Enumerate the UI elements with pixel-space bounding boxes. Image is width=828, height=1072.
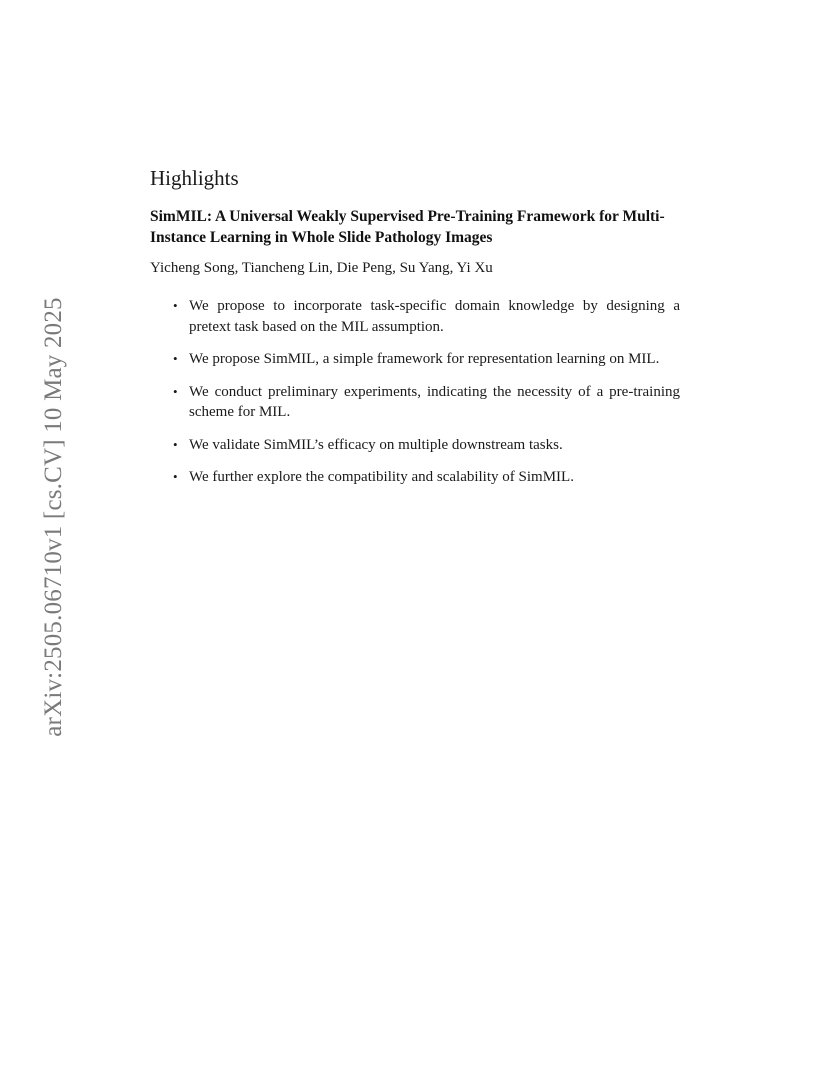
bullet-icon: •	[173, 469, 178, 484]
bullet-icon: •	[173, 298, 178, 313]
highlight-text: We validate SimMIL’s efficacy on multiple downstream tasks.	[189, 436, 563, 453]
section-heading: Highlights	[150, 166, 239, 190]
highlight-item	[150, 467, 680, 488]
highlight-text: We propose SimMIL, a simple framework for representation learning on MIL.	[189, 351, 660, 367]
highlights-section	[150, 164, 680, 500]
bullet-icon: •	[173, 436, 178, 452]
highlights-list	[150, 296, 680, 488]
highlight-text: We conduct preliminary experiments, indicating the necessity of a pre-training scheme for MIL.	[189, 383, 680, 420]
highlight-text: We further explore the compatibility and scalability of SimMIL.	[189, 469, 574, 485]
author-list: Yicheng Song, Tiancheng Lin, Die Peng, Su Yang, Yi Xu	[150, 260, 493, 276]
paper-title: SimMIL: A Universal Weakly Supervised Pre-Training Framework for Multi-Instance Learning in Whole Slide Pathology Images	[150, 208, 665, 246]
bullet-icon: •	[173, 351, 178, 366]
arxiv-identifier-stamp: arXiv:2505.06710v1 [cs.CV] 10 May 2025	[40, 297, 67, 737]
highlight-item	[150, 435, 680, 456]
highlight-item	[150, 296, 680, 337]
highlight-item	[150, 382, 680, 423]
highlight-item	[150, 349, 680, 370]
bullet-icon: •	[173, 383, 178, 399]
highlight-text: We propose to incorporate task-specific domain knowledge by designing a pretext task based on the MIL assumption.	[189, 298, 680, 335]
